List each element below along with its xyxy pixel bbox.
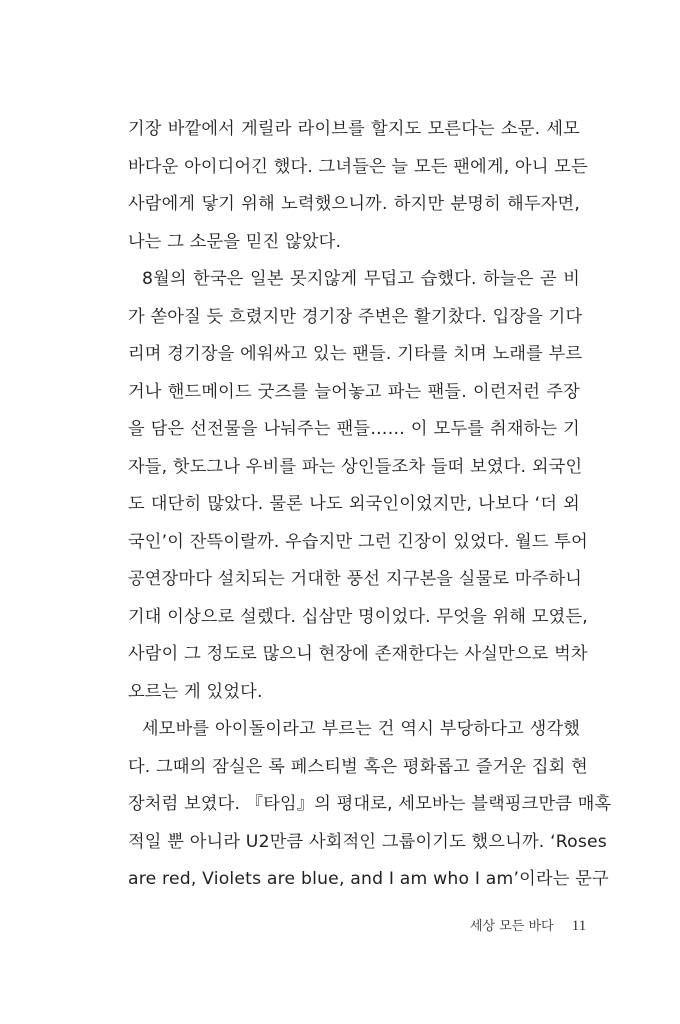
text-line: 나는 그 소문을 믿진 않았다. <box>128 231 342 252</box>
text-line: 기대 이상으로 설렜다. 십삼만 명이었다. 무엇을 위해 모였든, <box>128 606 588 627</box>
text-line: 국인’이 잔뜩이랄까. 우습지만 그런 긴장이 있었다. 월드 투어 <box>128 531 588 552</box>
text-line: 사람이 그 정도로 많으니 현장에 존재한다는 사실만으로 벅차 <box>128 644 588 664</box>
text-line: 리며 경기장을 에워싸고 있는 팬들. 기타를 치며 노래를 부르 <box>128 344 583 364</box>
text-line: 8월의 한국은 일본 못지않게 무덥고 습했다. 하늘은 곧 비 <box>142 269 580 289</box>
text-line: 자들, 핫도그나 우비를 파는 상인들조차 들떠 보였다. 외국인 <box>128 456 583 477</box>
text-line: 가 쏟아질 듯 흐렸지만 경기장 주변은 활기찼다. 입장을 기다 <box>128 306 583 327</box>
text-line: are red, Violets are blue, and I am who I am’이라는 문구 <box>128 869 609 889</box>
text-line: 적일 뿐 아니라 U2만큼 사회적인 그룹이기도 했으니까. ‘Roses <box>128 831 607 852</box>
text-line: 기장 바깥에서 게릴라 라이브를 할지도 모른다는 소문. 세모 <box>128 119 580 139</box>
page-footer <box>470 915 586 935</box>
text-line: 거나 핸드메이드 굿즈를 늘어놓고 파는 팬들. 이런저런 주장 <box>128 381 580 402</box>
text-line: 바다운 아이디어긴 했다. 그녀들은 늘 모든 팬에게, 아니 모든 <box>128 156 588 177</box>
text-line: 도 대단히 많았다. 물론 나도 외국인이었지만, 나보다 ‘더 외 <box>128 494 580 514</box>
text-line: 장처럼 보였다. 『타임』의 평대로, 세모바는 블랙핑크만큼 매혹 <box>128 794 612 814</box>
text-line: 공연장마다 설치되는 거대한 풍선 지구본을 실물로 마주하니 <box>128 569 583 589</box>
text-line: 세모바를 아이돌이라고 부르는 건 역시 부당하다고 생각했 <box>142 719 580 739</box>
text-line: 을 담은 선전물을 나눠주는 팬들…… 이 모두를 취재하는 기 <box>128 419 580 439</box>
text-line: 다. 그때의 잠실은 록 페스티벌 혹은 평화롭고 즐거운 집회 현 <box>128 756 588 777</box>
text-line: 오르는 게 있었다. <box>128 681 263 702</box>
page-number: 11 <box>571 918 587 934</box>
body-text <box>128 111 612 899</box>
running-title: 세상 모든 바다 <box>470 919 554 934</box>
text-line: 사람에게 닿기 위해 노력했으니까. 하지만 분명히 해두자면, <box>128 194 580 214</box>
